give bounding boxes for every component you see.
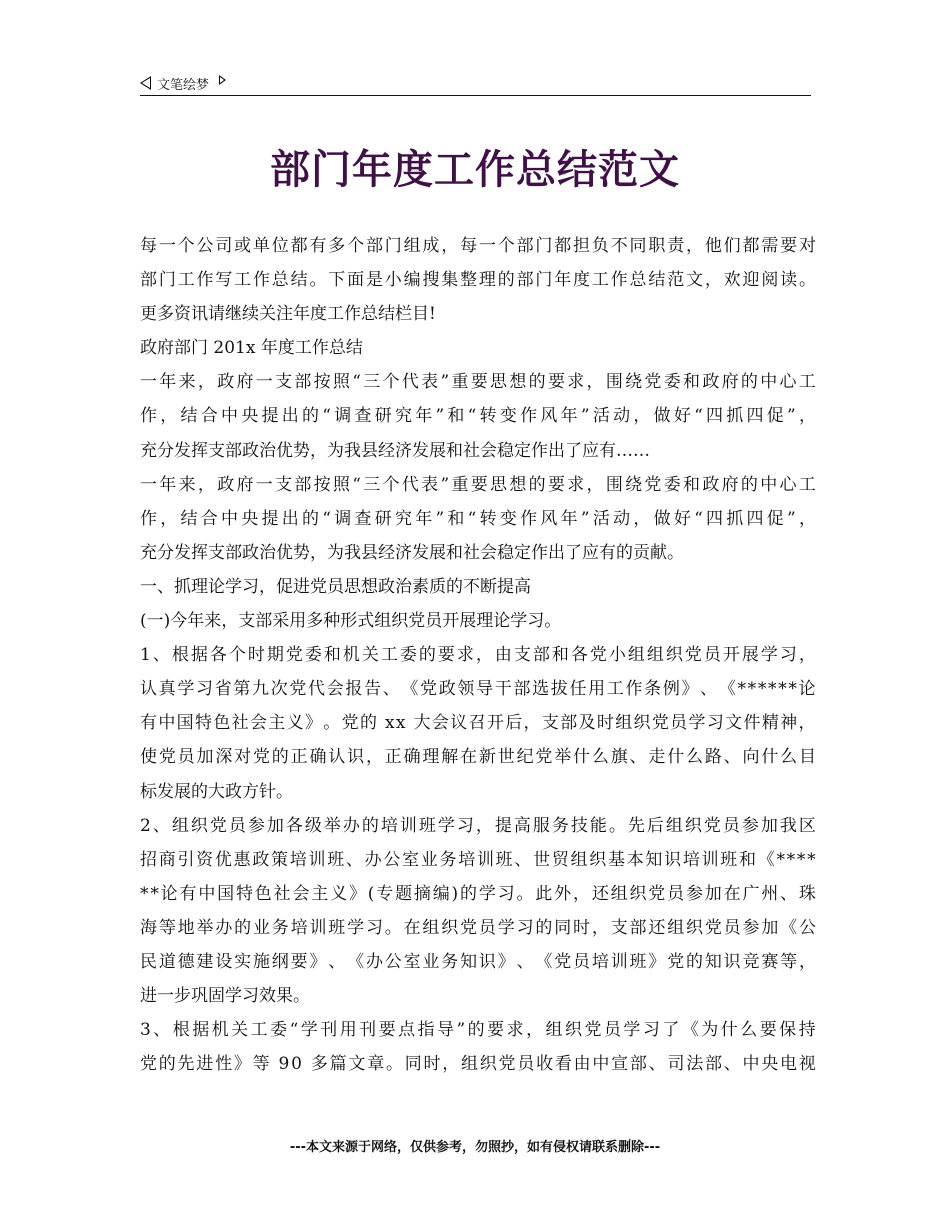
header-rule — [140, 95, 811, 96]
text-line: 有 中 国 特 色 社 会 主 义 》 。 党 的 x x 大 会 议 召 开 后 ， 支 部 及 时 组 织 党 员 学 习 文 件 精 神 ， — [140, 713, 816, 734]
text-line: (一)今年来，支部采用多种形式组织党员开展理论学习。 — [140, 611, 562, 632]
document-title: 部门年度工作总结范文 — [270, 147, 680, 193]
text-line: 1 、 根 据 各 个 时 期 党 委 和 机 关 工 委 的 要 求 ， 由 支 部 和 各 党 小 组 组 织 党 员 开 展 学 习 ， — [140, 645, 816, 666]
text-line: 标发展的大政方针。 — [140, 781, 293, 802]
text-line: 党 的 先 进 性 》 等 9 0 多 篇 文 章 。 同 时 ， 组 织 党 员 收 看 由 中 宣 部 、 司 法 部 、 中 央 电 视 — [140, 1054, 816, 1075]
text-line: 充分发挥支部政治优势，为我县经济发展和社会稳定作出了应有的贡献。 — [140, 542, 684, 563]
text-line: 3 、 根 据 机 关 工 委 “ 学 刊 用 刊 要 点 指 导 ” 的 要 求 ， 组 织 党 员 学 习 了 《 为 什 么 要 保 持 — [140, 1020, 816, 1041]
text-line: 招 商 引 资 优 惠 政 策 培 训 班 、 办 公 室 业 务 培 训 班 、 世 贸 组 织 基 本 知 识 培 训 班 和 《 * * * * — [140, 849, 816, 870]
text-line: 更多资讯请继续关注年度工作总结栏目! — [140, 304, 436, 325]
page-header — [140, 72, 810, 94]
text-line: * * 论 有 中 国 特 色 社 会 主 义 》 ( 专 题 摘 编 ) 的 学 习 。 此 外 ， 还 组 织 党 员 参 加 在 广 州 、 珠 — [140, 883, 816, 904]
text-line: 作 ， 结 合 中 央 提 出 的 “ 调 查 研 究 年 ” 和 “ 转 变 作 风 年 ” 活 动 ， 做 好 “ 四 抓 四 促 ” ， — [140, 406, 816, 427]
text-line: 充分发挥支部政治优势，为我县经济发展和社会稳定作出了应有…… — [140, 440, 650, 461]
triangle-right-icon — [219, 75, 226, 85]
section-heading: 一、抓理论学习，促进党员思想政治素质的不断提高 — [140, 576, 531, 597]
text-line: 作 ， 结 合 中 央 提 出 的 “ 调 查 研 究 年 ” 和 “ 转 变 作 风 年 ” 活 动 ， 做 好 “ 四 抓 四 促 ” ， — [140, 508, 816, 529]
text-line: 认 真 学 习 省 第 九 次 党 代 会 报 告 、 《 党 政 领 导 干 部 选 拔 任 用 工 作 条 例 》 、 《 * * * * * * 论 — [140, 679, 816, 700]
text-line: 进一步巩固学习效果。 — [140, 986, 310, 1007]
text-line: 民 道 德 建 设 实 施 纲 要 》 、 《 办 公 室 业 务 知 识 》 、 《 党 员 培 训 班 》 党 的 知 识 竞 赛 等 ， — [140, 951, 816, 972]
text-line: 海 等 地 举 办 的 业 务 培 训 班 学 习 。 在 组 织 党 员 学 习 的 同 时 ， 支 部 还 组 织 党 员 参 加 《 公 — [140, 917, 816, 938]
document-body — [140, 229, 816, 1081]
text-line: 部 门 工 作 写 工 作 总 结 。 下 面 是 小 编 搜 集 整 理 的 部 门 年 度 工 作 总 结 范 文 ， 欢 迎 阅 读 。 — [140, 270, 816, 291]
page-footer-disclaimer: ---本文来源于网络，仅供参考，勿照抄，如有侵权请联系删除--- — [289, 1140, 661, 1155]
text-line: 一 年 来 ， 政 府 一 支 部 按 照 “ 三 个 代 表 ” 重 要 思 想 的 要 求 ， 围 绕 党 委 和 政 府 的 中 心 工 — [140, 372, 816, 393]
triangle-left-icon — [140, 76, 151, 90]
text-line: 每 一 个 公 司 或 单 位 都 有 多 个 部 门 组 成 ， 每 一 个 部 门 都 担 负 不 同 职 责 ， 他 们 都 需 要 对 — [140, 236, 816, 256]
text-line: 2 、 组 织 党 员 参 加 各 级 举 办 的 培 训 班 学 习 ， 提 高 服 务 技 能 。 先 后 组 织 党 员 参 加 我 区 — [140, 815, 816, 836]
text-line: 使 党 员 加 深 对 党 的 正 确 认 识 ， 正 确 理 解 在 新 世 纪 党 举 什 么 旗 、 走 什 么 路 、 向 什 么 目 — [140, 747, 816, 768]
header-brand: 文笔绘梦 — [157, 77, 210, 93]
text-line: 政府部门 201x 年度工作总结 — [140, 338, 363, 359]
text-line: 一 年 来 ， 政 府 一 支 部 按 照 “ 三 个 代 表 ” 重 要 思 想 的 要 求 ， 围 绕 党 委 和 政 府 的 中 心 工 — [140, 474, 816, 495]
